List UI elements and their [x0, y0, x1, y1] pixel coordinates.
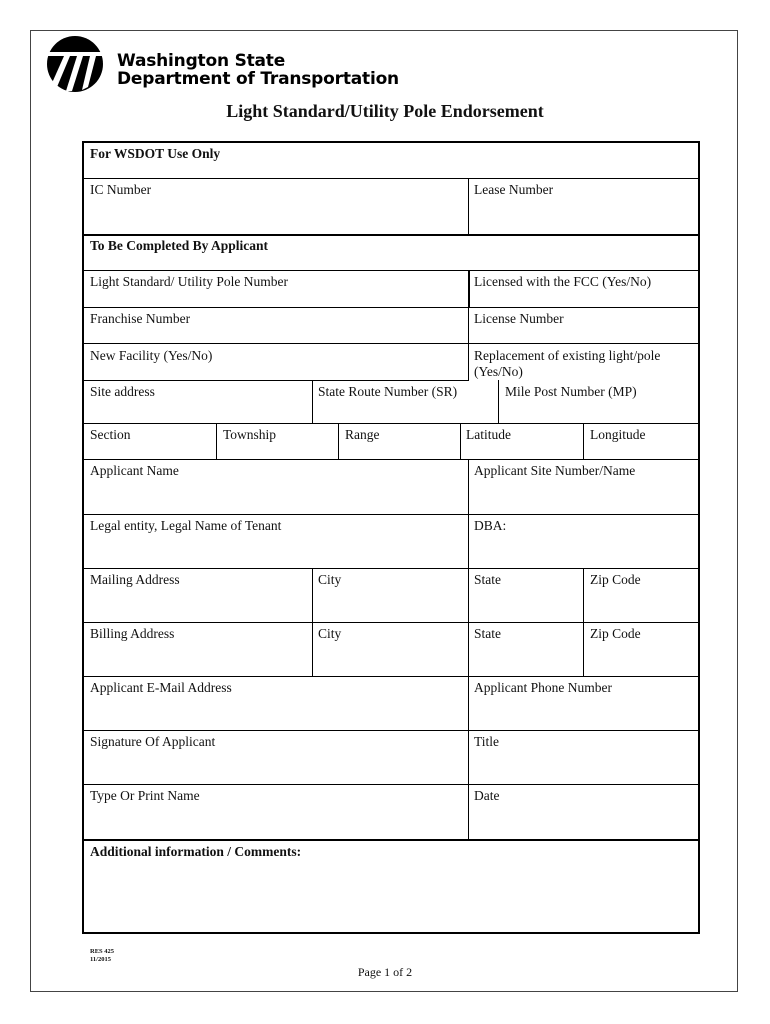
print-name-field[interactable]: Type Or Print Name [90, 788, 200, 803]
legal-entity-field[interactable]: Legal entity, Legal Name of Tenant [90, 518, 282, 533]
fcc-licensed-field[interactable]: Licensed with the FCC (Yes/No) [474, 274, 652, 289]
billing-city-field[interactable]: City [318, 626, 342, 641]
department-name: Washington State Department of Transportation [117, 51, 399, 89]
billing-address-field[interactable]: Billing Address [90, 626, 175, 641]
wsdot-use-heading: For WSDOT Use Only [90, 146, 221, 161]
mailing-state-field[interactable]: State [474, 572, 501, 587]
date-field[interactable]: Date [474, 788, 500, 803]
form-code: RES 425 11/2015 [90, 948, 115, 963]
mailing-city-field[interactable]: City [318, 572, 342, 587]
site-address-field[interactable]: Site address [90, 384, 155, 399]
ic-number-field[interactable]: IC Number [90, 182, 152, 197]
mailing-address-field[interactable]: Mailing Address [90, 572, 180, 587]
wsdot-logo-icon [44, 35, 106, 93]
dba-field[interactable]: DBA: [474, 518, 507, 533]
longitude-field[interactable]: Longitude [590, 427, 646, 442]
page-number: Page 1 of 2 [357, 965, 413, 979]
applicant-name-field[interactable]: Applicant Name [90, 463, 179, 478]
billing-state-field[interactable]: State [474, 626, 501, 641]
state-route-field[interactable]: State Route Number (SR) [318, 384, 458, 399]
title-field[interactable]: Title [474, 734, 500, 749]
applicant-section-heading: To Be Completed By Applicant [90, 238, 269, 253]
franchise-number-field[interactable]: Franchise Number [90, 311, 191, 326]
billing-zip-field[interactable]: Zip Code [590, 626, 641, 641]
signature-field[interactable]: Signature Of Applicant [90, 734, 216, 749]
section-field[interactable]: Section [90, 427, 131, 442]
email-field[interactable]: Applicant E-Mail Address [90, 680, 232, 695]
new-facility-field[interactable]: New Facility (Yes/No) [90, 348, 213, 363]
site-number-name-field[interactable]: Applicant Site Number/Name [474, 463, 636, 478]
latitude-field[interactable]: Latitude [466, 427, 511, 442]
license-number-field[interactable]: License Number [474, 311, 564, 326]
form-title: Light Standard/Utility Pole Endorsement [226, 101, 544, 121]
range-field[interactable]: Range [345, 427, 380, 442]
replacement-field[interactable]: Replacement of existing light/pole (Yes/No) [474, 348, 661, 379]
pole-number-field[interactable]: Light Standard/ Utility Pole Number [90, 274, 288, 289]
mailing-zip-field[interactable]: Zip Code [590, 572, 641, 587]
comments-field[interactable]: Additional information / Comments: [90, 844, 302, 859]
township-field[interactable]: Township [223, 427, 277, 442]
mile-post-field[interactable]: Mile Post Number (MP) [505, 384, 637, 399]
lease-number-field[interactable]: Lease Number [474, 182, 554, 197]
phone-field[interactable]: Applicant Phone Number [474, 680, 612, 695]
